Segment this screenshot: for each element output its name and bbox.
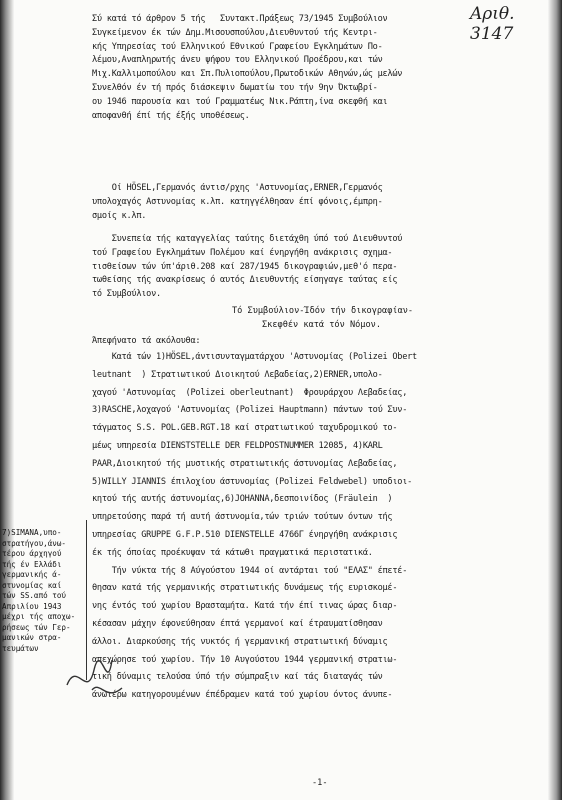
body-line: Τήν νύκτα τής 8 Αύγούστου 1944 οί αντάρται τού "ΕΛΑΣ" έπετέ- xyxy=(92,565,408,576)
margin-note-line: τών SS.από τού xyxy=(2,591,67,600)
body-line: κέσασαν μάχην έφονεύθησαν έπτά γερμανοί καί έτραυματίσθησαν xyxy=(92,619,383,629)
body-line: leutnant ) Στρατιωτικού Διοικητού Λεβαδείας,2)ERNER,υπολο- xyxy=(92,369,383,380)
council-heading-1: Τό Συμβούλιον-Ίδόν τήν δικογραφίαν- xyxy=(232,306,414,316)
margin-note-line: 7)SIMANA,υπο- xyxy=(2,528,62,537)
body-line: νης έντός τού χωρίου Βρασταμήτα. Κατά τήν έπί τινας ώρας διαρ- xyxy=(92,601,398,612)
intro-line: λέμου,Αναπληρωτής άνευ ψήφου του Ελληνικού Προέδρου,και τών xyxy=(92,55,383,66)
para3-line: Συνεπεία τής καταγγελίας ταύτης διετάχθη ύπό τού Διευθυντού xyxy=(92,234,403,244)
intro-line: αποφανθή έπί τής έξής υποθέσεως. xyxy=(92,110,250,121)
intro-line: Σύ κατά τό άρθρον 5 τής Συντακτ.Πράξεως 73/1945 Συμβούλιον xyxy=(92,14,388,24)
margin-note-line: στρατήγου,άνω- xyxy=(2,538,67,548)
margin-note-line: γερμανικής ά- xyxy=(2,570,62,579)
page-number: -1- xyxy=(312,778,328,788)
body-line: Κατά τών 1)HÖSEL,άντισυνταγματάρχου 'Αστυνομίας (Polizei Obert xyxy=(92,352,417,362)
body-line: άλλοι. Διαρκούσης τής νυκτός ή γερμανική στρατιωτική δύναμις xyxy=(92,636,388,647)
intro-line: Μιχ.Καλλιμοπούλου και Σπ.Πυλιοπούλου,Πρωτοδικών Αθηνών,ώς μελών xyxy=(92,69,403,80)
intro-line: Συγκείμενον έκ τών Δημ.Μισουσπούλου,Διευθυντού τής Κεντρι- xyxy=(92,27,378,38)
margin-note-line: Απριλίου 1943 xyxy=(2,601,62,611)
body-line: έκ τής όποίας προέκυψαν τά κάτωθι πραγματικά περιστατικά. xyxy=(92,547,373,558)
body-line: θησαν κατά τής γερμανικής στρατιωτικής δυνάμεως τής ευρισκομέ- xyxy=(92,583,398,594)
para2-line: Οί HÖSEL,Γερμανός άντισ/ρχης 'Αστυνομίας,ERNER,Γερμανός xyxy=(92,183,383,193)
para3-line: τισθείσων τών ύπ'άριθ.208 καί 287/1945 δικογραφιών,μεθ'ό περα- xyxy=(92,261,398,272)
council-heading-2: Σκεφθέν κατά τόν Νόμον. xyxy=(262,320,381,330)
para3-line: τού Γραφείου Εγκλημάτων Πολέμου καί ένηργήθη ανάκρισις σχημα- xyxy=(92,247,393,258)
margin-note-line: μανικών στρα- xyxy=(2,633,62,642)
para2-line: σμοίς κ.λπ. xyxy=(92,210,147,221)
intro-line: κής Υπηρεσίας τού Ελληνικού Εθνικού Γραφείου Εγκλημάτων Πο- xyxy=(92,41,383,52)
para2-line: υπολοχαγός Αστυνομίας κ.λπ. κατηγγέλθησαν έπί φόνοις,έμπρη- xyxy=(92,196,383,207)
body-line: τάγματος S.S. POL.GEB.RGT.18 καί στρατιωτικού ταχυδρομικού το- xyxy=(92,423,398,434)
intro-line: Συνελθόν έν τή πρός διάσκεψιν δωματίω του τήν 9ην Όκτωβρί- xyxy=(92,83,378,93)
body-line: απεχώρησε τού χωρίου. Τήν 10 Αυγούστου 1944 γερμανική στρατιω- xyxy=(92,654,398,665)
body-line: υπηρεσίας GRUPPE G.F.P.510 DIENSTELLE 4766Γ ένηργήθη ανάκρισις xyxy=(92,530,398,540)
body-line: PAAR,Διοικητού τής μυστικής στρατιωτικής άστυνομίας Λεβαδείας, xyxy=(92,458,398,469)
decision-intro: Άπεφήνατο τά ακόλουθα: xyxy=(92,336,201,346)
body-line: κητού τής αυτής άστυνομίας,6)JOHANNA,δεσποινίδος (Fräulein ) xyxy=(92,494,393,505)
handwritten-signature xyxy=(62,640,132,714)
margin-note xyxy=(2,528,82,654)
body-line: 5)WILLY JIANNIS έπιλοχίου άστυνομίας (Polizei Feldwebel) υποδιοι- xyxy=(92,476,413,487)
scan-edge-left xyxy=(0,0,14,800)
margin-note-line: τευμάτων xyxy=(2,643,39,653)
header-number: Αριθ. 3147 xyxy=(470,4,515,44)
scan-edge-right xyxy=(548,0,562,800)
body-line: χαγού 'Αστυνομίας (Polizei oberleutnant) Φρουράρχου Λεβαδείας, xyxy=(92,387,408,398)
body-line: υπηρετούσης παρά τή αυτή άστυνομία,τών τριών τούτων όντων τής xyxy=(92,512,393,523)
para3-line: τό Συμβούλιον. xyxy=(92,289,161,300)
body-line: τική δύναμις τελούσα ύπό τήν σύμπραξιν καί τάς διαταγάς τών xyxy=(92,672,383,683)
body-line: μέως υπηρεσία DIENSTSTELLE DER FELDPOSTNUMMER 12085, 4)KARL xyxy=(92,441,383,451)
margin-note-line: τέρου άρχηγού xyxy=(2,549,62,558)
body-line: 3)RASCHE,λοχαγού 'Αστυνομίας (Polizei Hauptmann) πάντων τού Συν- xyxy=(92,405,408,416)
margin-note-line: στυνομίας καί xyxy=(2,580,62,590)
margin-note-line: μέχρι τής αποχω- xyxy=(2,612,76,621)
para3-line: τωθείσης τής ανακρίσεως ό αυτός Διευθυντής είσηγαγε ταύτας είς xyxy=(92,275,398,286)
body-line: άνωτέρω κατηγορουμένων έπέδραμεν κατά τού χωρίου όντος άνυπε- xyxy=(92,690,393,701)
margin-note-line: τής έν Ελλάδι xyxy=(2,559,62,569)
intro-line: ου 1946 παρουσία και τού Γραμματέως Νικ.Ράπτη,ίνα σκεφθή και xyxy=(92,96,388,107)
margin-note-line: ρήσεως τών Γερ- xyxy=(2,622,71,632)
